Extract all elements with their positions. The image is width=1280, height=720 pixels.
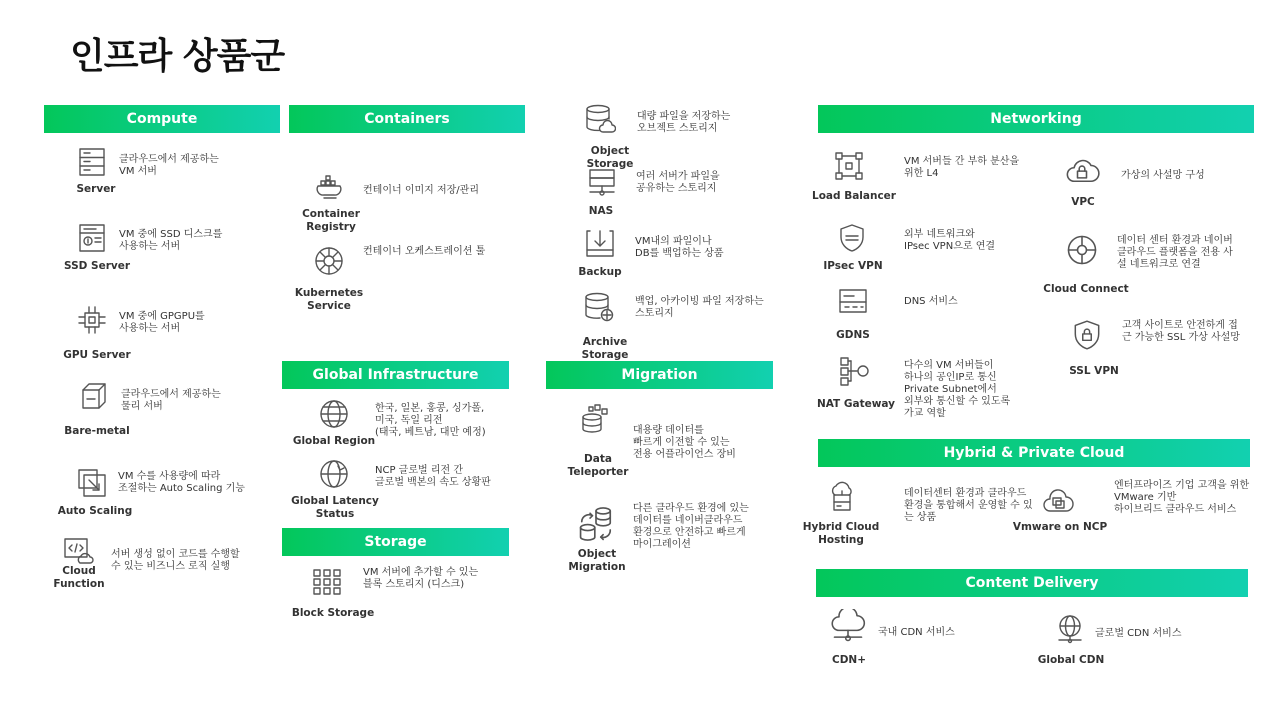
object-migration-desc: 다른 클라우드 환경에 있는 데이터를 네이버클라우드 환경으로 안전하고 빠르게 마이그레이션 [633, 503, 749, 550]
dns-icon [837, 287, 869, 319]
nat-gateway-desc: 다수의 VM 서버들이 하나의 공인IP로 통신 Private Subnet에서 외부와 통신할 수 있도록 가교 역할 [904, 360, 1011, 419]
load-balancer-desc: VM 서버들 간 부하 분산을 위한 L4 [904, 156, 1020, 179]
registry-icon [314, 172, 346, 204]
load-balancer-name: Load Balancer [812, 190, 896, 202]
hybrid-hosting-icon [826, 481, 858, 513]
server-icon [76, 146, 108, 178]
section-content-delivery: Content Delivery [816, 569, 1248, 597]
globe-icon [318, 398, 350, 430]
ssd-server-icon [76, 222, 108, 254]
gdns-name: GDNS [836, 329, 870, 341]
gpu-server-desc: VM 중에 GPGPU를 사용하는 서버 [119, 311, 205, 334]
cloud-connect-name: Cloud Connect [1043, 283, 1129, 295]
ssl-vpn-name: SSL VPN [1069, 365, 1119, 377]
global-cdn-icon [1054, 613, 1086, 645]
auto-scaling-icon [76, 467, 108, 499]
global-latency-desc: NCP 글로벌 리전 간 글로벌 백본의 속도 상황판 [375, 465, 491, 488]
global-cdn-desc: 글로벌 CDN 서비스 [1095, 628, 1182, 639]
kubernetes-icon [313, 245, 345, 277]
cdn-plus-name: CDN+ [831, 654, 866, 666]
bare-metal-desc: 클라우드에서 제공하는 물리 서버 [121, 389, 221, 412]
container-registry-name: Container Registry [302, 208, 360, 233]
global-cdn-name: Global CDN [1037, 654, 1105, 666]
archive-icon [583, 291, 615, 323]
ssl-vpn-desc: 고객 사이트로 안전하게 접 근 가능한 SSL 가상 사설망 [1122, 320, 1240, 343]
vmware-name: Vmware on NCP [1012, 521, 1108, 533]
section-compute: Compute [44, 105, 280, 133]
globe-latency-icon [318, 458, 350, 490]
block-grid-icon [311, 566, 343, 598]
kubernetes-name: Kubernetes Service [294, 287, 364, 312]
section-networking: Networking [818, 105, 1254, 133]
code-cloud-icon [62, 535, 94, 567]
data-teleporter-name: Data Teleporter [567, 453, 629, 478]
vmware-desc: 엔터프라이즈 기업 고객을 위한 VMware 기반 하이브리드 클라우드 서비스 [1114, 480, 1250, 515]
object-storage-desc: 대량 파일을 저장하는 오브젝트 스토리지 [637, 111, 731, 134]
cloud-lock-icon [1064, 152, 1100, 188]
cube-icon [78, 380, 110, 412]
vpc-name: VPC [1071, 196, 1095, 208]
section-containers: Containers [289, 105, 525, 133]
server-name: Server [76, 183, 116, 195]
page-title: 인프라 상품군 [70, 36, 285, 77]
hybrid-hosting-name: Hybrid Cloud Hosting [802, 521, 880, 546]
nat-gateway-icon [838, 355, 870, 387]
bare-metal-name: Bare-metal [64, 425, 130, 437]
archive-storage-desc: 백업, 아카이빙 파일 저장하는 스토리지 [635, 296, 764, 319]
kubernetes-desc: 컨테이너 오케스트레이션 툴 [363, 246, 486, 257]
ipsec-vpn-name: IPsec VPN [823, 260, 883, 272]
block-storage-name: Block Storage [291, 607, 375, 619]
data-teleporter-desc: 대용량 데이터를 빠르게 이전할 수 있는 전용 어플라이언스 장비 [633, 425, 736, 460]
nas-name: NAS [588, 205, 614, 217]
nas-icon [586, 167, 618, 199]
vpc-desc: 가상의 사설망 구성 [1121, 170, 1205, 181]
gpu-server-name: GPU Server [63, 349, 131, 361]
cloud-function-desc: 서버 생성 없이 코드를 수행할 수 있는 비즈니스 로직 실행 [111, 549, 240, 572]
vmware-cloud-icon [1040, 484, 1076, 516]
section-hybrid-private-cloud: Hybrid & Private Cloud [818, 439, 1250, 467]
vpn-shield-icon [836, 222, 868, 254]
auto-scaling-desc: VM 수를 사용량에 따라 조절하는 Auto Scaling 기능 [118, 471, 245, 494]
auto-scaling-name: Auto Scaling [57, 505, 133, 517]
archive-storage-name: Archive Storage [581, 336, 629, 361]
ssd-server-name: SSD Server [63, 260, 131, 272]
object-migration-name: Object Migration [568, 548, 626, 573]
hybrid-hosting-desc: 데이터센터 환경과 클라우드 환경을 통합해서 운영할 수 있 는 상품 [904, 488, 1033, 523]
cdn-plus-desc: 국내 CDN 서비스 [878, 627, 955, 638]
section-global-infrastructure: Global Infrastructure [282, 361, 509, 389]
container-registry-desc: 컨테이너 이미지 저장/관리 [363, 185, 479, 196]
backup-icon [584, 228, 616, 260]
gpu-chip-icon [76, 304, 108, 336]
ssd-server-desc: VM 중에 SSD 디스크를 사용하는 서버 [119, 229, 223, 252]
data-teleporter-icon [580, 403, 612, 435]
section-migration: Migration [546, 361, 773, 389]
global-region-name: Global Region [292, 435, 376, 447]
global-latency-name: Global Latency Status [291, 495, 379, 520]
section-storage: Storage [282, 528, 509, 556]
cdn-cloud-icon [830, 609, 866, 645]
gdns-desc: DNS 서비스 [904, 296, 958, 307]
object-storage-name: Object Storage [586, 145, 634, 170]
global-region-desc: 한국, 일본, 홍콩, 싱가폴, 미국, 독일 리전 (태국, 베트남, 대만 예정) [375, 403, 486, 438]
cloud-function-name: Cloud Function [53, 565, 105, 590]
ipsec-vpn-desc: 외부 네트워크와 IPsec VPN으로 연결 [904, 229, 996, 252]
backup-desc: VM내의 파일이나 DB를 백업하는 상품 [635, 236, 724, 259]
shield-lock-icon [1070, 318, 1104, 352]
backup-name: Backup [578, 266, 622, 278]
cloud-connect-desc: 데이터 센터 환경과 네이버 클라우드 플랫폼을 전용 사 설 네트워크로 연결 [1117, 235, 1233, 270]
connect-icon [1064, 232, 1100, 268]
load-balancer-icon [833, 150, 865, 182]
nat-gateway-name: NAT Gateway [816, 398, 896, 410]
block-storage-desc: VM 서버에 추가할 수 있는 블록 스토리지 (디스크) [363, 567, 479, 590]
nas-desc: 여러 서버가 파일을 공유하는 스토리지 [636, 171, 720, 194]
object-storage-icon [584, 103, 616, 135]
server-desc: 클라우드에서 제공하는 VM 서버 [119, 154, 219, 177]
object-migration-icon [577, 505, 615, 543]
